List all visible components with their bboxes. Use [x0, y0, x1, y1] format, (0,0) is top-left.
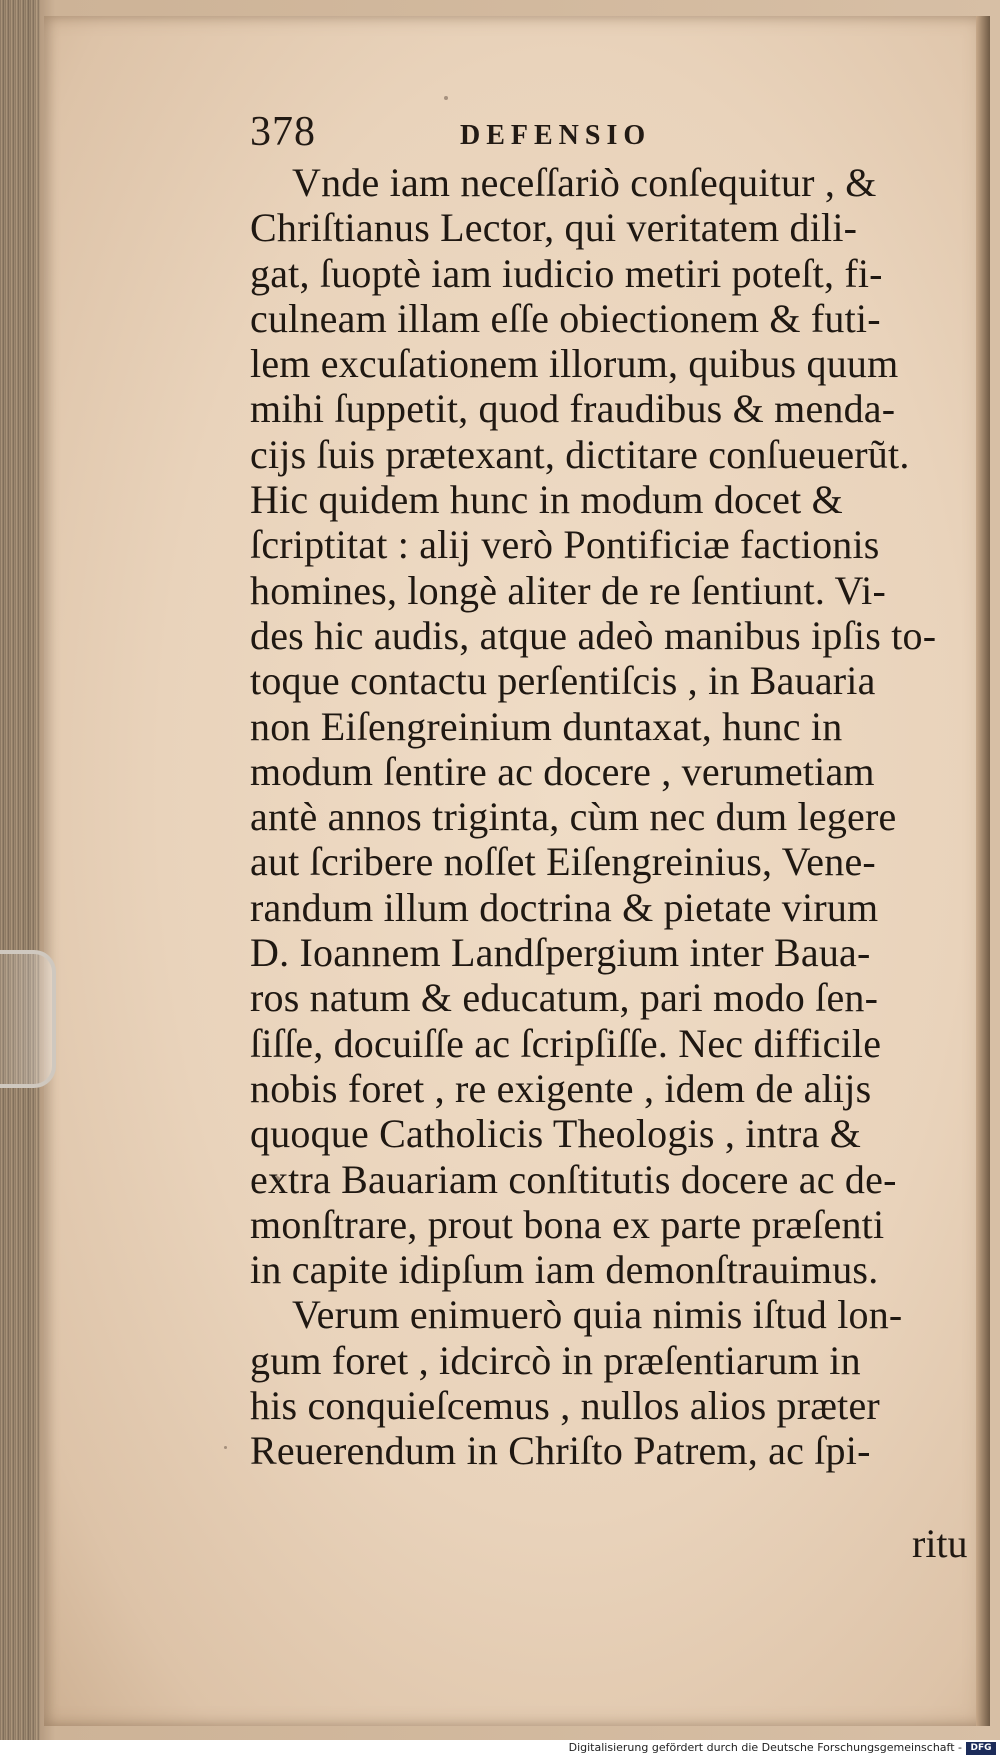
- text-line: Vnde iam neceſſariò conſequitur , &: [292, 160, 877, 205]
- text-line: Reuerendum in Chriſto Patrem, ac ſpi-: [250, 1428, 871, 1474]
- body-text: [250, 160, 950, 1474]
- text-line: culneam illam eſſe obiectionem & futi-: [250, 295, 881, 341]
- text-line: lem excuſationem illorum, quibus quum: [250, 341, 899, 387]
- text-line: gat, ſuoptè iam iudicio metiri poteſt, fi-: [250, 250, 883, 296]
- text-line: cijs ſuis prætexant, dictitare conſueuerũt.: [250, 431, 910, 477]
- text-line: monſtrare, prout bona ex parte præſenti: [250, 1201, 885, 1247]
- text-line: non Eiſengreinium duntaxat, hunc in: [250, 703, 843, 749]
- page-header: [250, 108, 770, 154]
- text-line: toque contactu perſentiſcis , in Bauaria: [250, 658, 876, 704]
- catchword: ritu: [912, 1521, 968, 1566]
- book-page-edges: [0, 0, 40, 1740]
- text-line: ſcriptitat : alij verò Pontificiæ factionis: [250, 522, 880, 568]
- text-line: Hic quidem hunc in modum docet &: [250, 477, 843, 523]
- page-number: 378: [250, 109, 316, 155]
- book-clasp: [0, 950, 56, 1088]
- text-line: homines, longè aliter de re ſentiunt. Vi-: [250, 567, 887, 613]
- dfg-logo-icon: DFG: [966, 1742, 996, 1755]
- text-line: ſiſſe, docuiſſe ac ſcripſiſſe. Nec difficile: [250, 1020, 882, 1066]
- paper-speck: [224, 1446, 227, 1449]
- text-line: ros natum & educatum, pari modo ſen-: [250, 975, 879, 1021]
- text-line: Verum enimuerò quia nimis iſtud lon-: [292, 1292, 903, 1338]
- text-line: gum foret , idcircò in præſentiarum in: [250, 1337, 861, 1383]
- text-line: des hic audis, atque adeò manibus ipſis to-: [250, 612, 937, 658]
- text-line: Chriſtianus Lector, qui veritatem dili-: [250, 205, 858, 251]
- page-gutter-shadow: [976, 16, 990, 1726]
- text-line: quoque Catholicis Theologis , intra &: [250, 1111, 862, 1157]
- text-line: aut ſcribere noſſet Eiſengreinius, Vene-: [250, 839, 876, 885]
- text-line: extra Bauariam conſtitutis docere ac de-: [250, 1156, 897, 1202]
- text-line: randum illum doctrina & pietate virum: [250, 884, 879, 930]
- text-line: mihi ſuppetit, quod fraudibus & menda-: [250, 386, 896, 432]
- paper-speck: [444, 96, 448, 100]
- running-head: DEFENSIO: [460, 120, 652, 151]
- text-line: in capite idipſum iam demonſtrauimus.: [250, 1247, 879, 1293]
- text-line: his conquieſcemus , nullos alios præter: [250, 1383, 880, 1429]
- text-line: nobis foret , re exigente , idem de alijs: [250, 1065, 872, 1111]
- text-line: modum ſentire ac docere , verumetiam: [250, 748, 875, 794]
- text-line: D. Ioannem Landſpergium inter Baua-: [250, 930, 871, 976]
- funding-credit: Digitalisierung gefördert durch die Deutsche Forschungsgemeinschaft -: [568, 1741, 962, 1754]
- text-line: antè annos triginta, cùm nec dum legere: [250, 794, 897, 840]
